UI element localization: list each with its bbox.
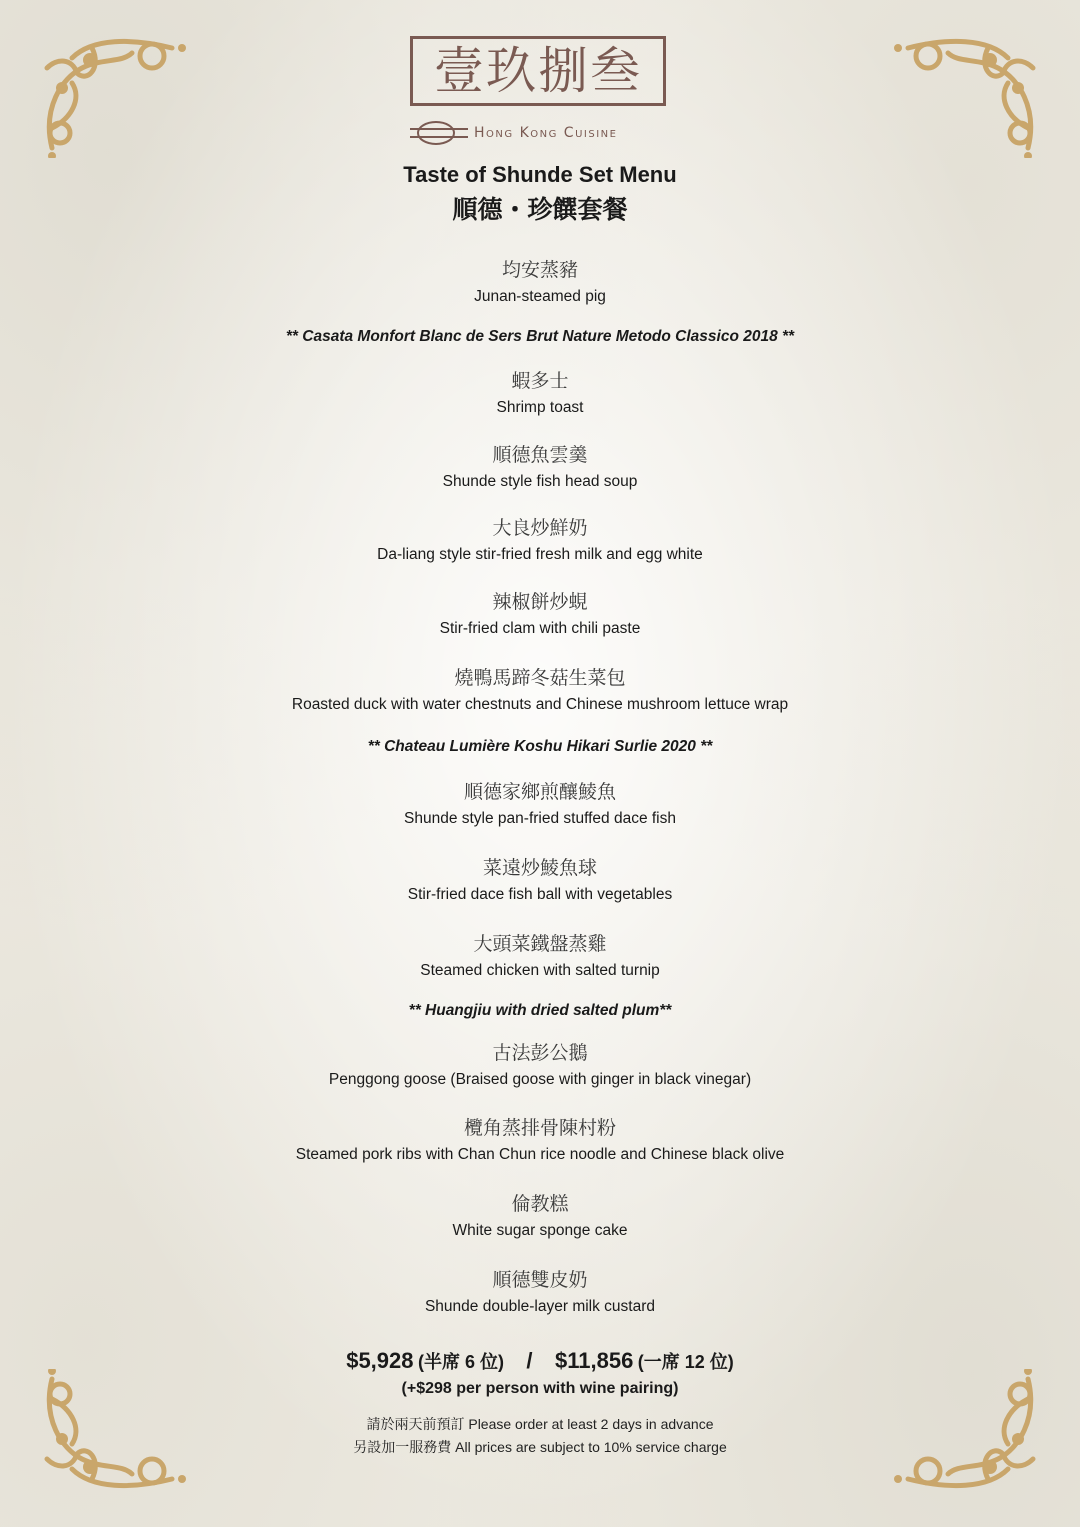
course-item <box>0 368 1080 420</box>
course-english: Steamed pork ribs with Chan Chun rice noodle and Chinese black olive <box>295 1146 785 1163</box>
course-item <box>0 1267 1080 1319</box>
price-separator: / <box>526 1348 533 1373</box>
menu-title-chinese: 順德・珍饌套餐 <box>452 195 628 224</box>
course-item <box>0 855 1080 907</box>
course-chinese: 菜遠炒鯪魚球 <box>482 857 597 879</box>
wine-pairing: ** Casata Monfort Blanc de Sers Brut Nature Metodo Classico 2018 ** <box>285 328 795 345</box>
full-table-label: (一席 12 位) <box>637 1352 734 1372</box>
course-english: Shunde double-layer milk custard <box>424 1298 656 1315</box>
course-item <box>0 442 1080 494</box>
course-item <box>0 257 1080 309</box>
corner-ornament-top-left <box>32 28 192 158</box>
course-english: Stir-fried clam with chili paste <box>439 620 641 637</box>
course-chinese: 倫教糕 <box>511 1193 569 1215</box>
course-english: Roasted duck with water chestnuts and Chinese mushroom lettuce wrap <box>291 696 789 713</box>
course-english: Shunde style fish head soup <box>442 473 638 490</box>
course-english: White sugar sponge cake <box>452 1222 628 1239</box>
logo-english-text: Hong Kong Cuisine <box>474 125 618 141</box>
course-english: Da-liang style stir-fried fresh milk and egg white <box>377 546 703 563</box>
course-chinese: 均安蒸豬 <box>501 259 578 281</box>
course-english: Shunde style pan-fried stuffed dace fish <box>404 810 676 827</box>
course-item <box>0 779 1080 831</box>
course-item <box>0 1040 1080 1092</box>
course-item <box>0 1191 1080 1243</box>
course-english: Shrimp toast <box>496 399 584 416</box>
course-item <box>0 515 1080 567</box>
logo-chinese-text: 壹玖捌叁 <box>434 42 642 100</box>
wine-pairing-price: (+$298 per person with wine pairing) <box>401 1380 679 1397</box>
menu-title-english: Taste of Shunde Set Menu <box>403 162 677 187</box>
course-chinese: 燒鴨馬蹄冬菇生菜包 <box>454 667 626 689</box>
restaurant-logo <box>410 36 670 148</box>
course-chinese: 辣椒餅炒蜆 <box>492 591 588 613</box>
course-chinese: 順德家鄉煎釀鯪魚 <box>463 781 616 803</box>
wine-pairing: ** Huangjiu with dried salted plum** <box>408 1002 672 1019</box>
course-chinese: 欖角蒸排骨陳村粉 <box>463 1117 616 1139</box>
course-chinese: 順德雙皮奶 <box>492 1269 588 1291</box>
course-english: Steamed chicken with salted turnip <box>420 962 660 979</box>
logo-chinese-frame <box>410 36 666 106</box>
full-table-price: $11,856 <box>555 1348 634 1373</box>
set-price <box>0 1344 1080 1378</box>
wine-pairing: ** Chateau Lumière Koshu Hikari Surlie 2020 ** <box>367 738 713 755</box>
course-item <box>0 589 1080 641</box>
menu-header <box>0 160 1080 228</box>
course-chinese: 順德魚雲羹 <box>492 444 588 466</box>
course-chinese: 大良炒鮮奶 <box>492 517 588 539</box>
course-item <box>0 665 1080 717</box>
course-chinese: 古法彭公鵝 <box>492 1042 588 1064</box>
course-chinese: 大頭菜鐵盤蒸雞 <box>473 933 607 955</box>
half-table-label: (半席 6 位) <box>417 1352 504 1372</box>
course-chinese: 蝦多士 <box>511 370 569 392</box>
course-english: Penggong goose (Braised goose with ginger in black vinegar) <box>328 1071 752 1088</box>
corner-ornament-top-right <box>888 28 1048 158</box>
service-charge-note: 另設加一服務費 All prices are subject to 10% service charge <box>353 1439 727 1455</box>
course-item <box>0 931 1080 983</box>
course-english: Stir-fried dace fish ball with vegetables <box>407 886 673 903</box>
course-english: Junan-steamed pig <box>474 288 606 305</box>
advance-order-note: 請於兩天前預訂 Please order at least 2 days in advance <box>366 1416 714 1432</box>
logo-tagline <box>410 118 666 148</box>
chopsticks-bowl-icon <box>410 118 468 148</box>
half-table-price: $5,928 <box>346 1348 414 1373</box>
course-item <box>0 1115 1080 1167</box>
